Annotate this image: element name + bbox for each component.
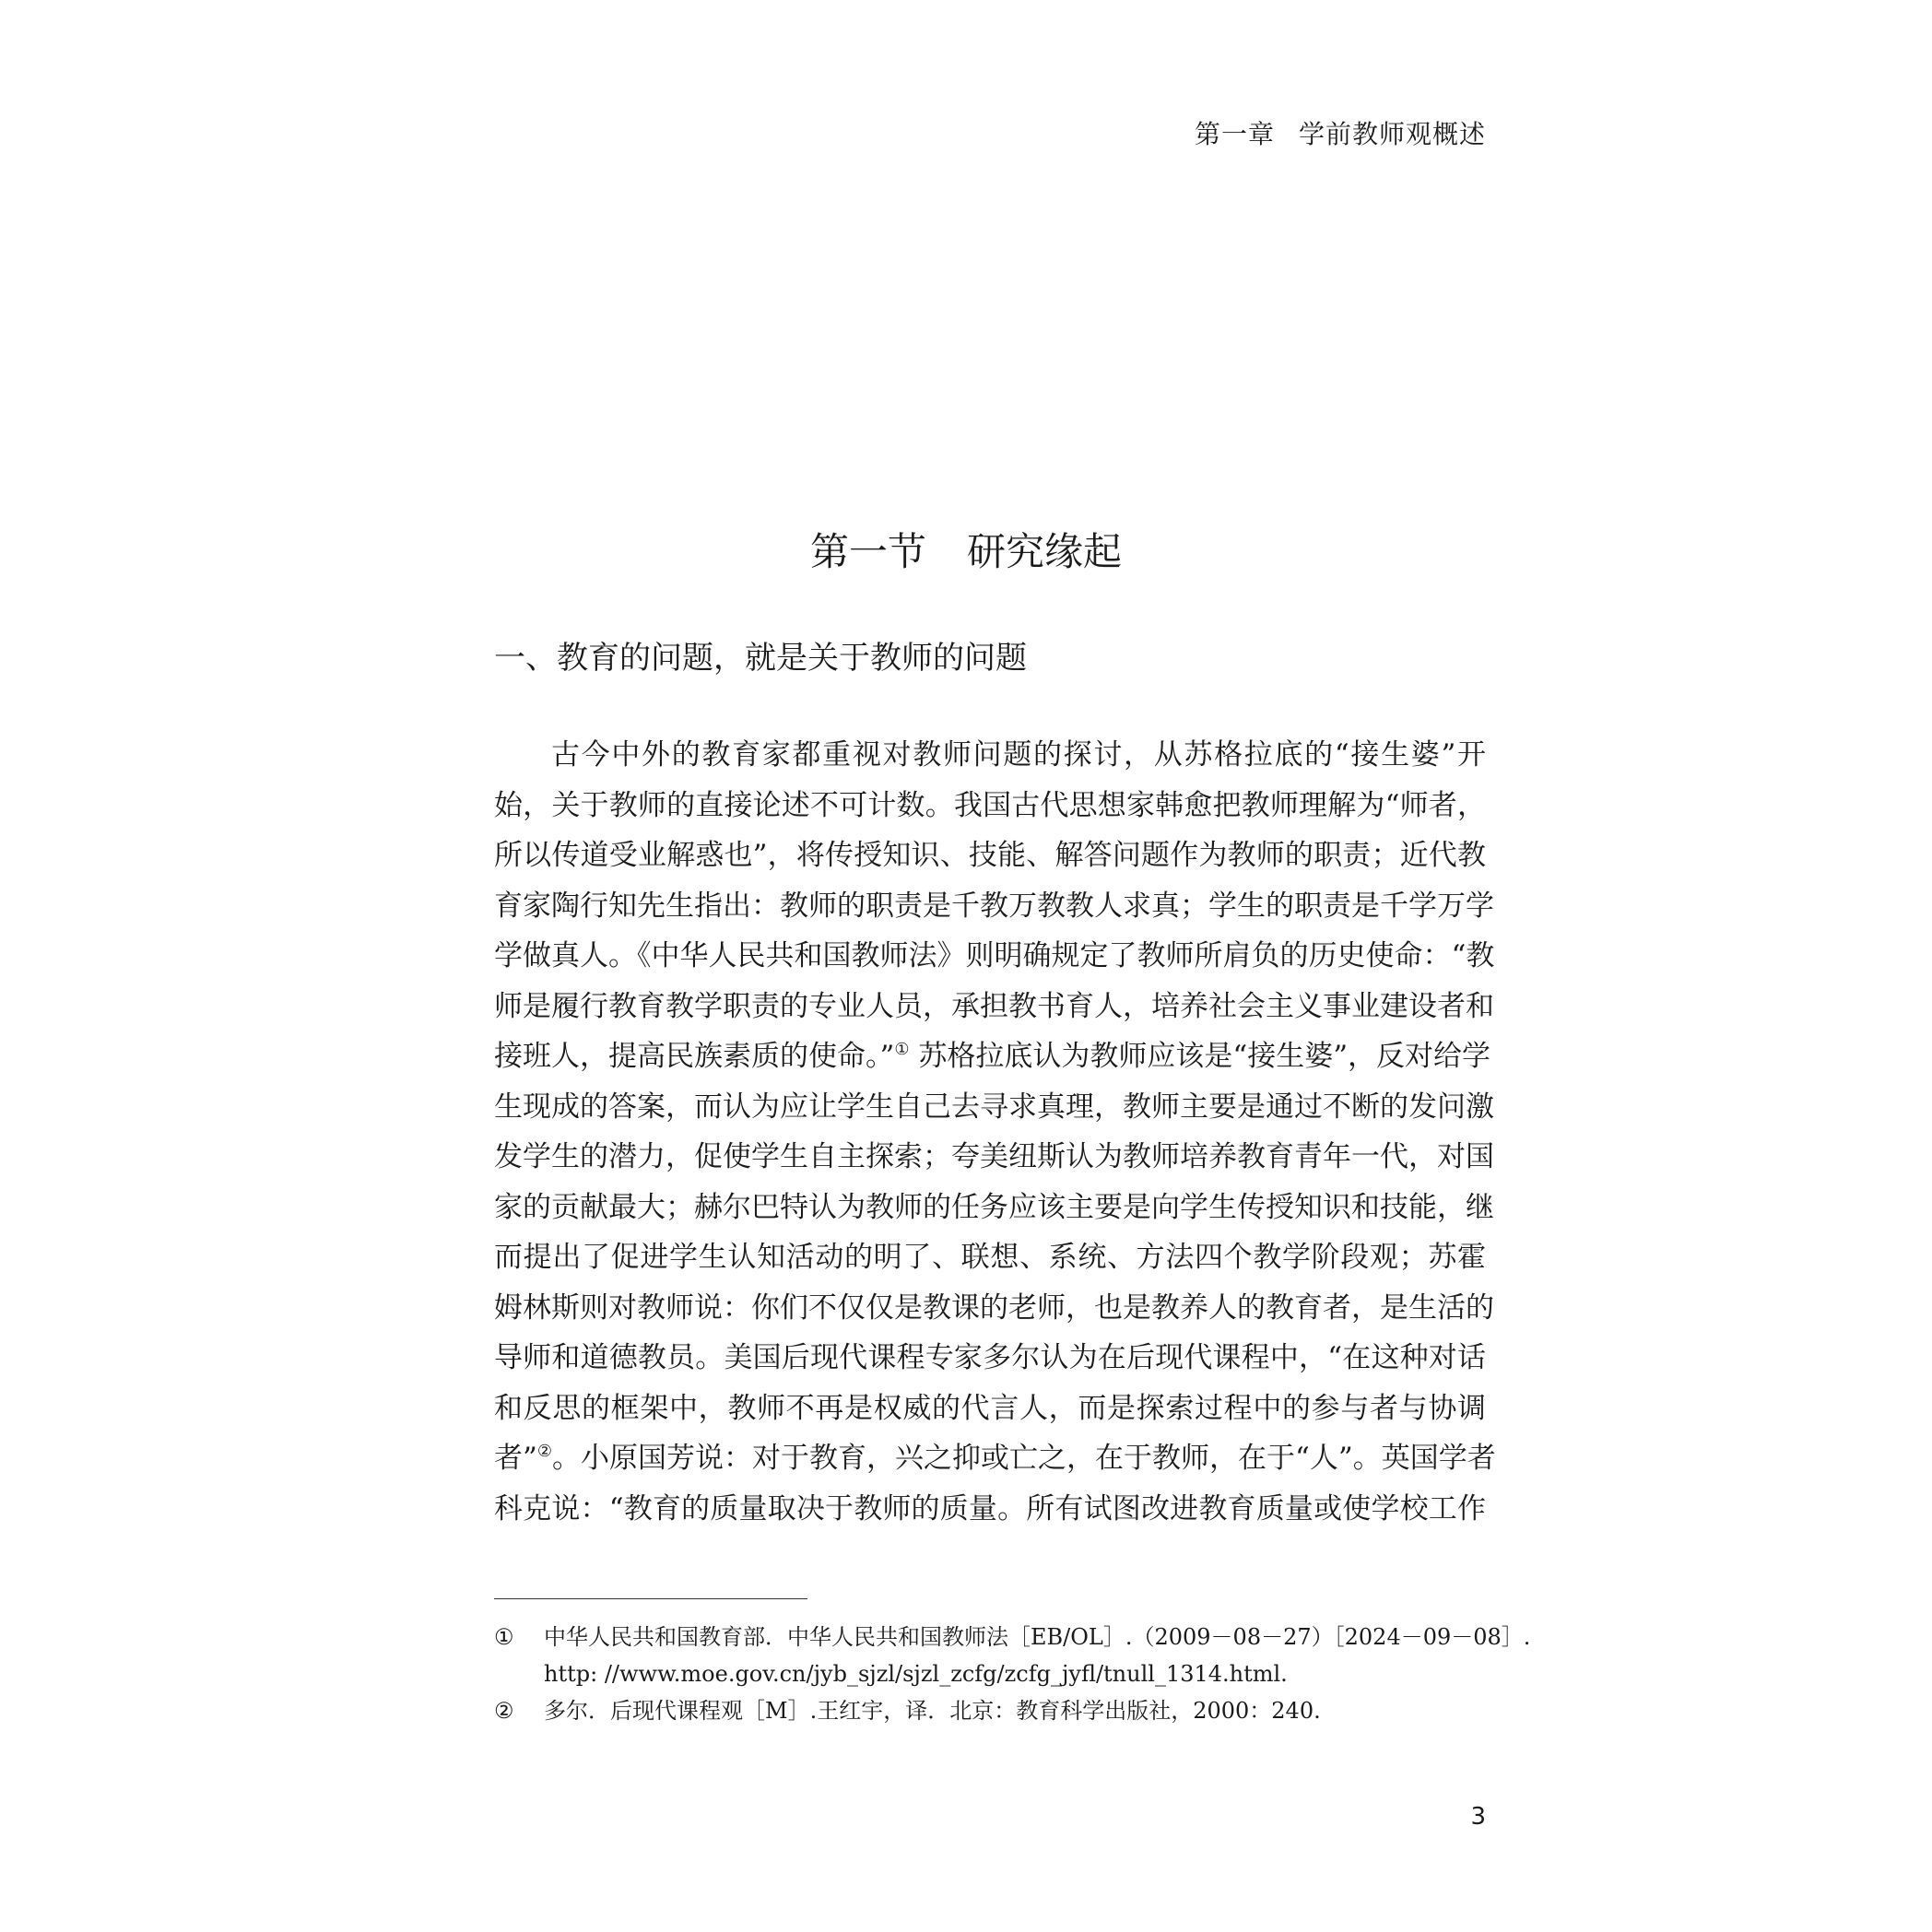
paragraph-line: [494, 1433, 1496, 1484]
paragraph-line: 家的贡献最大；赫尔巴特认为教师的任务应该主要是向学生传授知识和技能，继: [494, 1190, 1494, 1224]
footnotes: [494, 1619, 1531, 1729]
line-text: 接班人，提高民族素质的使命。”: [494, 1040, 895, 1073]
paragraph-line: 学做真人。《中华人民共和国教师法》则明确规定了教师所肩负的历史使命：“教: [494, 939, 1495, 972]
paragraph-line: 姆林斯则对教师说：你们不仅仅是教课的老师，也是教养人的教育者，是生活的: [494, 1290, 1494, 1325]
body-paragraph: [494, 730, 1496, 1534]
paragraph-line: 导师和道德教员。美国后现代课程专家多尔认为在后现代课程中，“在这种对话: [494, 1341, 1486, 1374]
footnote-marker: ①: [494, 1624, 514, 1650]
paragraph-line: 始，关于教师的直接论述不可计数。我国古代思想家韩愈把教师理解为“师者，: [494, 788, 1486, 822]
running-head: [1195, 114, 1486, 151]
footnote-1: [494, 1619, 1531, 1692]
section-title: [0, 522, 1932, 577]
paragraph-line: 发学生的潜力，促使学生自主探索；夸美纽斯认为教师培养教育青年一代，对国: [494, 1140, 1494, 1173]
paragraph-line: [494, 1031, 1491, 1082]
subheading: 一、教育的问题，就是关于教师的问题: [494, 640, 1027, 677]
line-text: 苏格拉底认为教师应该是“接生婆”，反对给学: [909, 1040, 1491, 1073]
footnote-2: [494, 1692, 1486, 1729]
page-number: 3: [1470, 1803, 1486, 1831]
footnote-text: 中华人民共和国教育部．中华人民共和国教师法［EB/OL］.（2009－08－27）［2024－09－08］.: [544, 1624, 1531, 1650]
chapter-title: 学前教师观概述: [1298, 119, 1486, 149]
paragraph-line: 师是履行教育教学职责的专业人员，承担教书育人，培养社会主义事业建设者和: [494, 989, 1494, 1023]
paragraph-line: 所以传道受业解惑也”，将传授知识、技能、解答问题作为教师的职责；近代教: [494, 839, 1486, 872]
footnote-marker: ②: [494, 1698, 514, 1724]
paragraph-line: 古今中外的教育家都重视对教师问题的探讨，从苏格拉底的“接生婆”开: [551, 738, 1486, 772]
section-number: 第一节: [809, 529, 926, 574]
footnote-ref-2[interactable]: ②: [536, 1442, 552, 1461]
section-name: 研究缘起: [967, 529, 1123, 574]
paragraph-line: 育家陶行知先生指出：教师的职责是千教万教教人求真；学生的职责是千学万学: [494, 889, 1494, 923]
line-text: 者”: [494, 1442, 537, 1475]
footnote-divider: [494, 1598, 807, 1599]
paragraph-line: 科克说：“教育的质量取决于教师的质量。所有试图改进教育质量或使学校工作: [494, 1491, 1486, 1526]
footnote-url[interactable]: http: //www.moe.gov.cn/jyb_sjzl/sjzl_zcfg/zcfg_jyfl/tnull_1314.html.: [544, 1661, 1288, 1687]
chapter-label: 第一章: [1194, 119, 1275, 149]
footnote-text: 多尔．后现代课程观［M］.王红宇，译．北京：教育科学出版社，2000：240.: [544, 1698, 1321, 1724]
line-text: 。小原国芳说：对于教育，兴之抑或亡之，在于教师，在于“人”。英国学者: [552, 1442, 1496, 1475]
paragraph-line: 生现成的答案，而认为应让学生自己去寻求真理，教师主要是通过不断的发问激: [494, 1090, 1494, 1124]
paragraph-line: 而提出了促进学生认知活动的明了、联想、系统、方法四个教学阶段观；苏霍: [494, 1241, 1486, 1274]
paragraph-line: 和反思的框架中，教师不再是权威的代言人，而是探索过程中的参与者与协调: [494, 1391, 1486, 1425]
footnote-ref-1[interactable]: ①: [894, 1040, 910, 1059]
